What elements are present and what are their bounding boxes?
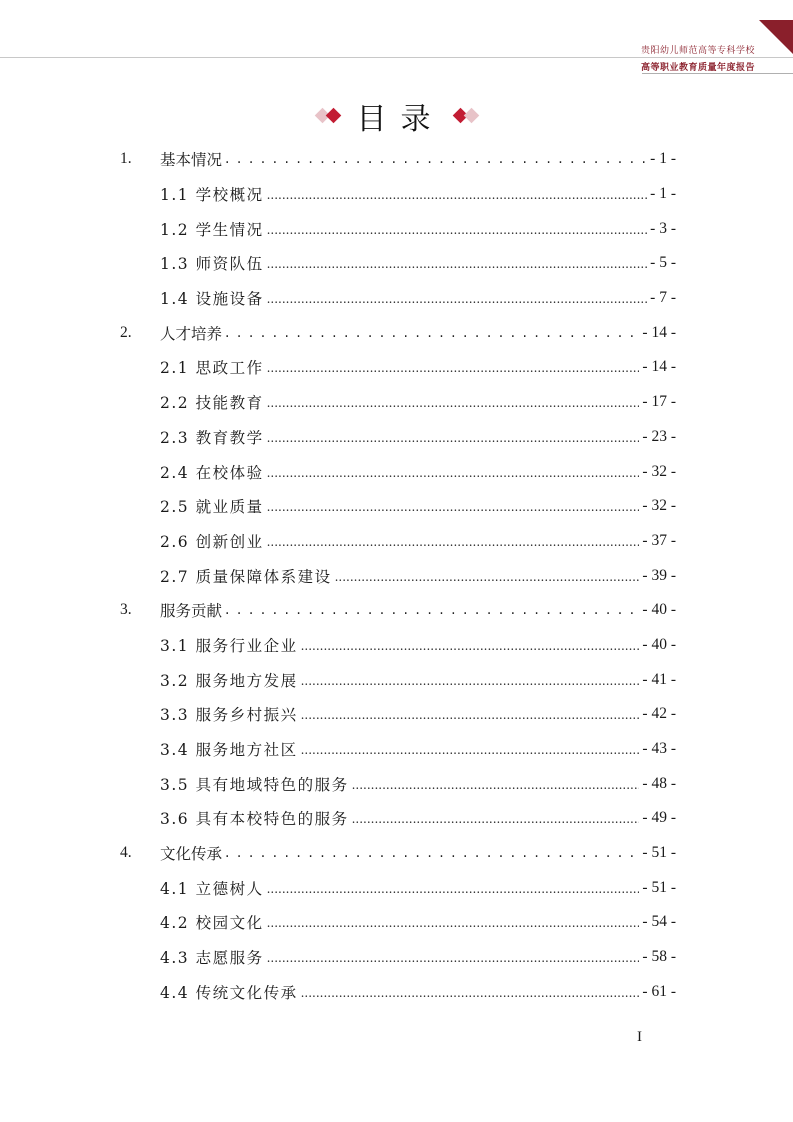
header-divider (0, 57, 793, 58)
toc-dot-leader (267, 427, 640, 447)
toc-entry-title: 3.2 服务地方发展 (160, 671, 298, 690)
toc-page-number: - 42 - (642, 705, 676, 723)
toc-dot-leader (267, 184, 648, 204)
toc-section-entry[interactable] (120, 697, 676, 732)
toc-chapter-number: 4. (120, 844, 132, 862)
toc-page-number: - 51 - (642, 878, 676, 896)
toc-entry-title: 文化传承 (160, 845, 223, 864)
toc-dot-leader (267, 357, 640, 377)
toc-page-number: - 32 - (642, 462, 676, 480)
toc-dot-leader (267, 531, 640, 551)
toc-section-entry[interactable] (120, 558, 676, 593)
toc-dot-leader (267, 288, 648, 308)
toc-entry-title: 1.4 设施设备 (160, 290, 264, 309)
toc-section-entry[interactable] (120, 940, 676, 975)
toc-dot-leader (267, 947, 640, 967)
toc-entry-title: 2.1 思政工作 (160, 359, 264, 378)
toc-dot-leader (301, 982, 640, 1002)
toc-dot-leader (301, 670, 640, 690)
right-diamond-ornament-icon (451, 104, 481, 128)
toc-page-number: - 41 - (642, 670, 676, 688)
toc-section-entry[interactable] (120, 385, 676, 420)
toc-dot-leader (301, 704, 640, 724)
toc-dot-leader (267, 912, 640, 932)
toc-page-number: - 17 - (642, 393, 676, 411)
toc-section-entry[interactable] (120, 489, 676, 524)
toc-page-number: - 3 - (650, 219, 676, 237)
toc-section-entry[interactable] (120, 975, 676, 1010)
toc-entry-title: 3.5 具有地域特色的服务 (160, 775, 349, 794)
toc-dot-leader (267, 253, 648, 273)
toc-page-number: - 43 - (642, 740, 676, 758)
toc-dot-leader (267, 219, 648, 239)
toc-page-number: - 39 - (642, 566, 676, 584)
toc-heading (0, 92, 793, 140)
toc-entry-title: 2.4 在校体验 (160, 463, 264, 482)
toc-chapter-entry[interactable] (120, 836, 676, 871)
toc-entry-title: 4.4 传统文化传承 (160, 983, 298, 1002)
toc-dot-leader (267, 462, 640, 482)
toc-chapter-number: 1. (120, 150, 132, 168)
toc-page-number: - 14 - (642, 358, 676, 376)
toc-entry-title: 2.2 技能教育 (160, 394, 264, 413)
toc-entry-title: 2.7 质量保障体系建设 (160, 567, 332, 586)
toc-page-number: - 1 - (650, 150, 676, 168)
toc-section-entry[interactable] (120, 211, 676, 246)
toc-entry-title: 基本情况 (160, 151, 223, 170)
toc-chapter-entry[interactable] (120, 315, 676, 350)
toc-page-number: - 7 - (650, 289, 676, 307)
toc-page-number: - 40 - (642, 635, 676, 653)
toc-page-number: - 23 - (642, 427, 676, 445)
toc-page-number: - 49 - (642, 809, 676, 827)
toc-section-entry[interactable] (120, 454, 676, 489)
toc-page-number: - 1 - (650, 185, 676, 203)
toc-entry-title: 3.6 具有本校特色的服务 (160, 810, 349, 829)
toc-page-number: - 61 - (642, 982, 676, 1000)
toc-entry-title: 4.3 志愿服务 (160, 949, 264, 968)
header-divider-short (642, 73, 793, 74)
toc-chapter-entry[interactable] (120, 593, 676, 628)
toc-section-entry[interactable] (120, 905, 676, 940)
toc-dot-leader (225, 323, 639, 343)
toc-dot-leader (267, 878, 640, 898)
toc-section-entry[interactable] (120, 801, 676, 836)
toc-section-entry[interactable] (120, 420, 676, 455)
toc-chapter-number: 3. (120, 601, 132, 619)
toc-section-entry[interactable] (120, 350, 676, 385)
corner-accent-triangle (759, 20, 793, 54)
toc-entry-title: 1.2 学生情况 (160, 220, 264, 239)
toc-dot-leader (352, 808, 640, 828)
toc-dot-leader (352, 774, 640, 794)
header-report-title: 高等职业教育质量年度报告 (640, 63, 755, 73)
toc-section-entry[interactable] (120, 766, 676, 801)
toc-page-number: - 5 - (650, 254, 676, 272)
toc-entry-title: 人才培养 (160, 324, 223, 343)
header-school-name: 贵阳幼儿师范高等专科学校 (640, 46, 755, 56)
toc-section-entry[interactable] (120, 628, 676, 663)
table-of-contents (120, 142, 676, 1009)
toc-page-number: - 54 - (642, 913, 676, 931)
toc-dot-leader (225, 600, 639, 620)
toc-entry-title: 3.4 服务地方社区 (160, 741, 298, 760)
toc-entry-title: 4.1 立德树人 (160, 879, 264, 898)
toc-section-entry[interactable] (120, 281, 676, 316)
toc-dot-leader (335, 566, 640, 586)
left-diamond-ornament-icon (313, 104, 343, 128)
toc-entry-title: 3.3 服务乡村振兴 (160, 706, 298, 725)
toc-entry-title: 服务贡献 (160, 602, 223, 621)
toc-chapter-number: 2. (120, 323, 132, 341)
toc-entry-title: 2.3 教育教学 (160, 428, 264, 447)
toc-section-entry[interactable] (120, 870, 676, 905)
toc-entry-title: 3.1 服务行业企业 (160, 636, 298, 655)
toc-dot-leader (267, 496, 640, 516)
toc-page-number: - 37 - (642, 531, 676, 549)
toc-entry-title: 4.2 校园文化 (160, 914, 264, 933)
page-title: 目录 (356, 102, 445, 137)
toc-section-entry[interactable] (120, 246, 676, 281)
page-number: I (637, 1029, 642, 1045)
toc-dot-leader (301, 739, 640, 759)
toc-dot-leader (267, 392, 640, 412)
toc-page-number: - 40 - (642, 601, 676, 619)
toc-section-entry[interactable] (120, 662, 676, 697)
toc-section-entry[interactable] (120, 177, 676, 212)
toc-page-number: - 58 - (642, 948, 676, 966)
toc-entry-title: 1.1 学校概况 (160, 186, 264, 205)
toc-entry-title: 1.3 师资队伍 (160, 255, 264, 274)
toc-section-entry[interactable] (120, 524, 676, 559)
toc-dot-leader (225, 843, 639, 863)
toc-dot-leader (225, 149, 647, 169)
toc-page-number: - 14 - (642, 323, 676, 341)
toc-dot-leader (301, 635, 640, 655)
toc-entry-title: 2.6 创新创业 (160, 532, 264, 551)
toc-section-entry[interactable] (120, 732, 676, 767)
toc-entry-title: 2.5 就业质量 (160, 498, 264, 517)
toc-chapter-entry[interactable] (120, 142, 676, 177)
toc-page-number: - 48 - (642, 774, 676, 792)
toc-page-number: - 32 - (642, 497, 676, 515)
toc-page-number: - 51 - (642, 844, 676, 862)
